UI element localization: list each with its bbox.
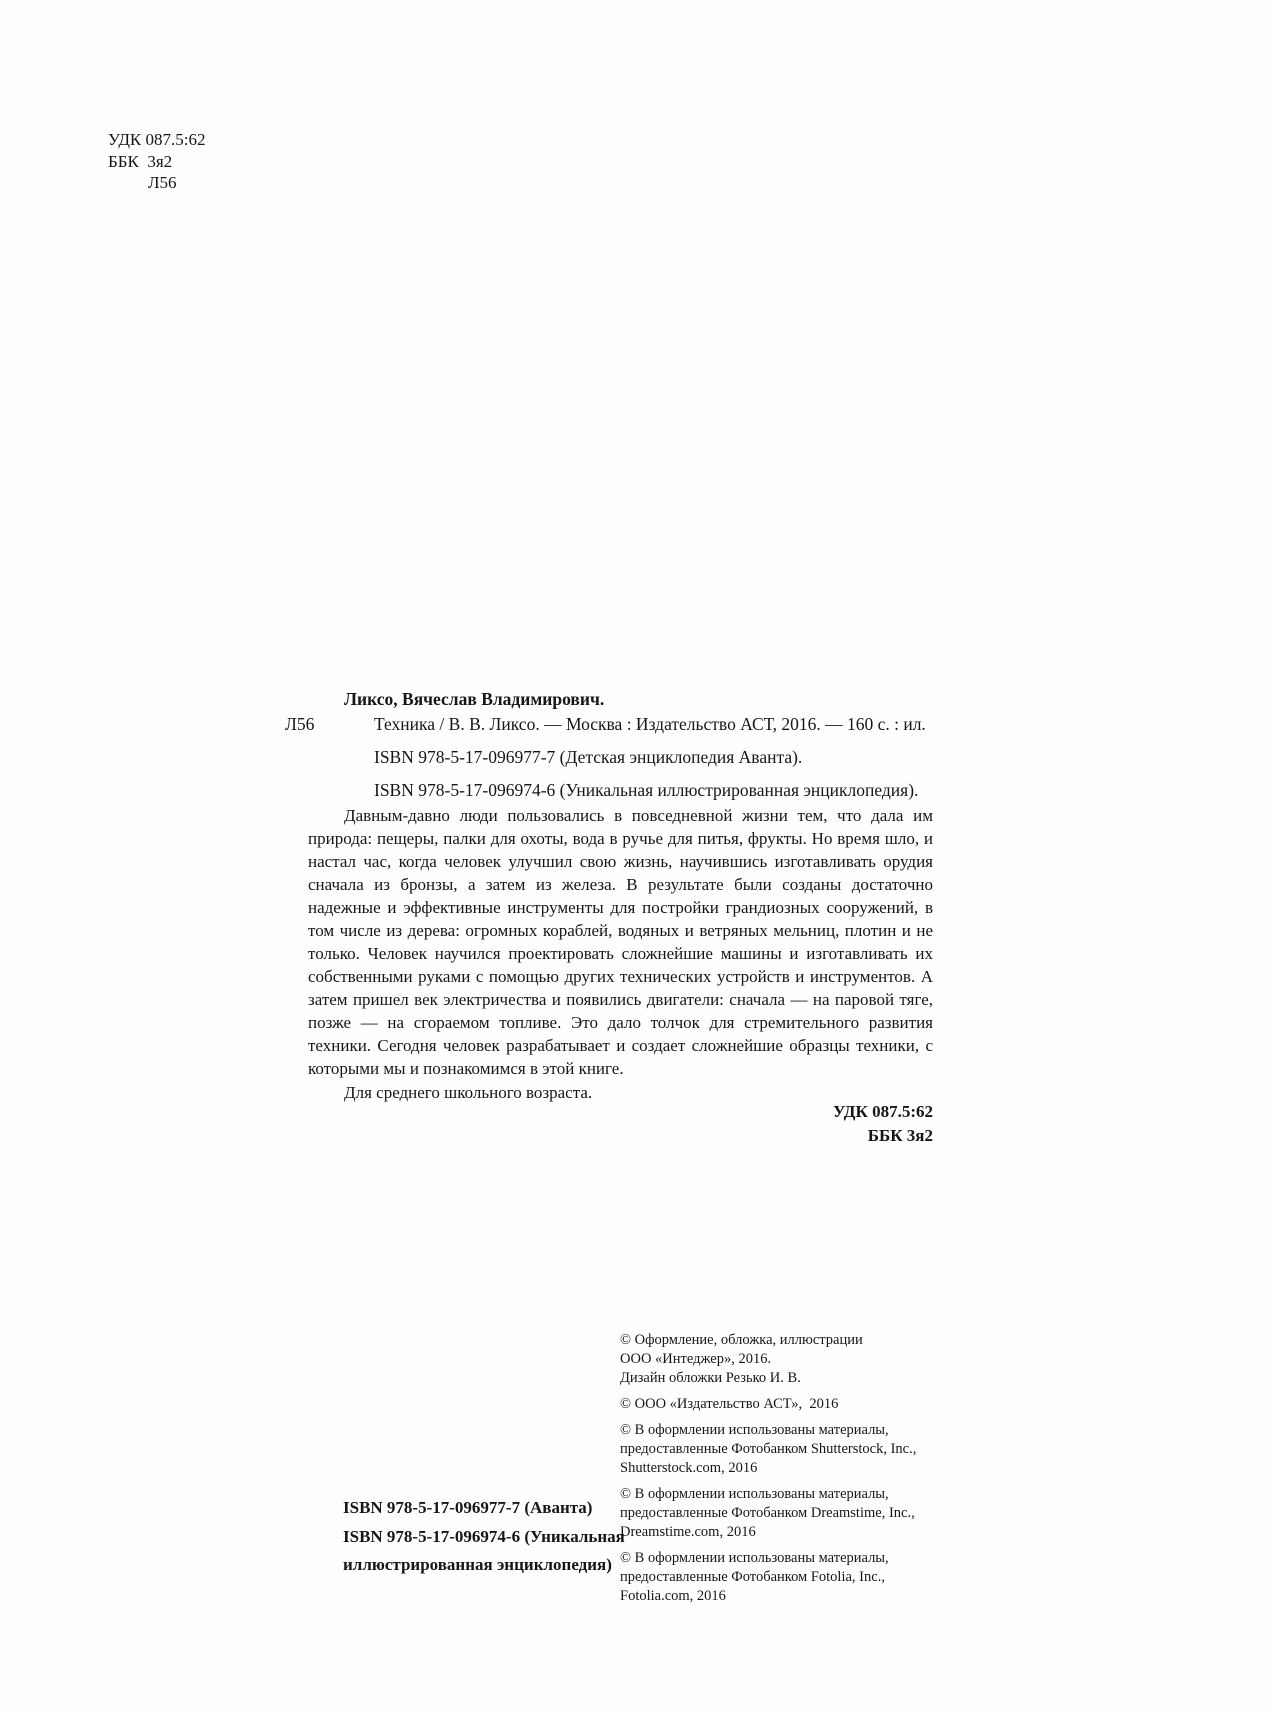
audience-note: Для среднего школьного возраста.: [344, 1083, 593, 1102]
copyright-line: © В оформлении использованы материалы,: [620, 1550, 889, 1566]
copyright-line: © В оформлении использованы материалы,: [620, 1422, 889, 1438]
author-sign-margin: Л56: [285, 714, 315, 734]
copyright-line: Shutterstock.com, 2016: [620, 1460, 758, 1476]
copyright-line: © Оформление, обложка, иллюстрации: [620, 1332, 863, 1348]
copyright-line: предоставленные Фотобанком Dreamstime, Inc.,: [620, 1505, 915, 1521]
isbn-footer-line: ISBN 978-5-17-096977-7 (Аванта): [343, 1498, 593, 1517]
isbn-footer-line: иллюстрированная энциклопедия): [343, 1555, 612, 1574]
bbk-code: ББК 3я2: [108, 151, 173, 171]
copyright-line: © ООО «Издательство АСТ», 2016: [620, 1396, 839, 1412]
author-sign-code: Л56: [148, 173, 177, 192]
catalog-title: Техника / В. В. Ликсо. — Москва : Издательство АСТ, 2016. — 160 с. : ил.: [374, 714, 926, 734]
copyright-line: Dreamstime.com, 2016: [620, 1524, 756, 1540]
footer-udk-code: УДК 087.5:62: [833, 1102, 933, 1121]
isbn-footer-line: ISBN 978-5-17-096974-6 (Уникальная: [343, 1526, 625, 1546]
udk-code: УДК 087.5:62: [108, 130, 206, 149]
isbn-footer-block: [343, 1494, 625, 1580]
copyright-line: Дизайн обложки Резько И. В.: [620, 1370, 801, 1386]
isbn-line-2: ISBN 978-5-17-096974-6 (Уникальная иллюстрированная энциклопедия).: [374, 780, 919, 800]
copyright-entry-design: [620, 1331, 942, 1388]
copyright-entry-fotolia: [620, 1549, 942, 1606]
copyright-entry-publisher: [620, 1395, 942, 1414]
footer-bbk-code: ББК 3я2: [867, 1126, 933, 1145]
copyright-line: ООО «Интеджер», 2016.: [620, 1351, 772, 1367]
catalog-author: Ликсо, Вячеслав Владимирович.: [344, 689, 605, 709]
copyright-entry-shutterstock: [620, 1421, 942, 1478]
copyright-column: [620, 1331, 942, 1613]
copyright-line: © В оформлении использованы материалы,: [620, 1486, 889, 1502]
copyright-line: предоставленные Фотобанком Fotolia, Inc.,: [620, 1569, 885, 1585]
copyright-line: предоставленные Фотобанком Shutterstock, Inc.,: [620, 1441, 917, 1457]
copyright-line: Fotolia.com, 2016: [620, 1588, 726, 1604]
annotation-text: Давным-давно люди пользовались в повседневной жизни тем, что дала им природа: пещеры, палки для охоты, вода в ручье для питья, фрукты. Но время шло, и настал час, когда человек улучшил свою жизнь, научившись изготавливать орудия сначала из бронзы, а затем из железа. В результате были созданы достаточно надежные и эффективные инструменты для постройки грандиозных сооружений, в том числе из дерева: огромных кораблей, водяных и ветряных мельниц, плотин и не только. Человек научился проектировать сложнейшие машины и изготавливать их собственными руками с помощью других технических устройств и инструментов. А затем пришел век электричества и появились двигатели: сначала — на паровой тяге, позже — на сгораемом топливе. Это дало толчок для стремительного развития техники. Сегодня человек разрабатывает и создает сложнейшие образцы техники, с которыми мы и познакомимся в этой книге.: [308, 806, 933, 1078]
footer-catalog-codes: [308, 1100, 933, 1148]
header-catalog-codes: [108, 129, 205, 194]
catalog-title-row: [285, 714, 945, 735]
copyright-entry-dreamstime: [620, 1485, 942, 1542]
isbn-line-1: ISBN 978-5-17-096977-7 (Детская энциклопедия Аванта).: [374, 747, 803, 767]
